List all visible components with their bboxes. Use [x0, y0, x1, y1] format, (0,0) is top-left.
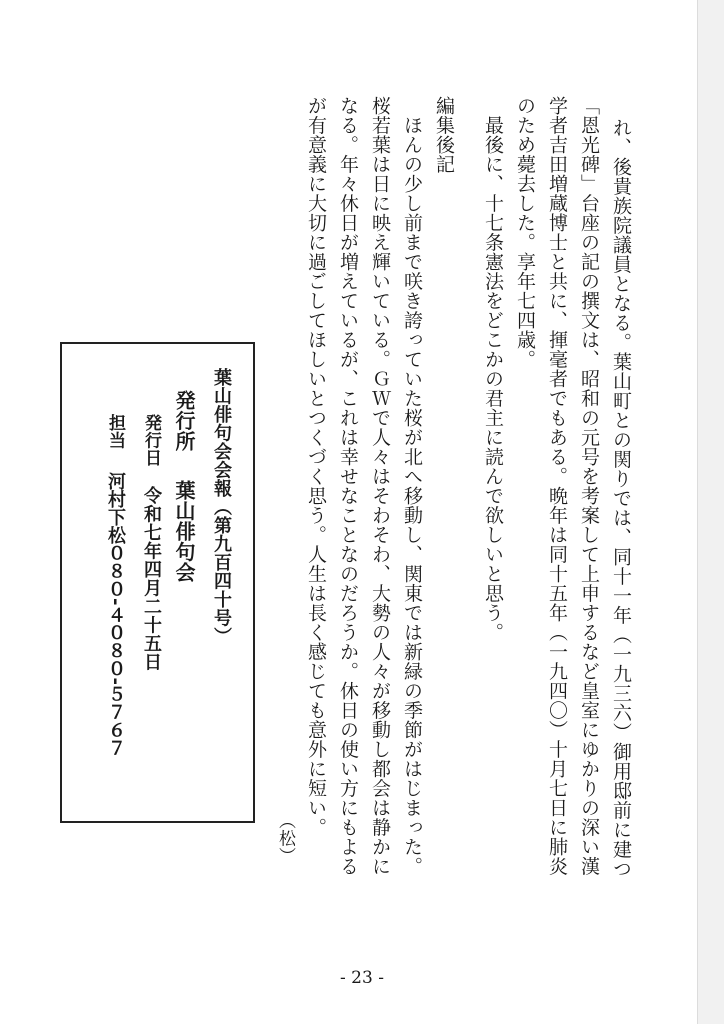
article-line-4: のため薨去した。享年七四歳。	[514, 96, 536, 369]
postscript-line-2: 桜若葉は日に映え輝いている。ＧＷで人々はそわそわ、大勢の人々が移動し都会は静かに	[369, 96, 391, 876]
colophon-box	[60, 342, 255, 823]
contact-label: 担当	[105, 414, 125, 449]
article-line-5: 最後に、十七条憲法をどこかの君主に読んで欲しいと思う。	[482, 96, 504, 642]
article-line-2: 「恩光碑」台座の記の撰文は、昭和の元号を考案して上申するなど皇室にゆかりの深い漢	[578, 96, 600, 876]
contact-info: 河村下松０８０-４０８０-５７６７	[105, 472, 126, 757]
article-line-3: 学者吉田増蔵博士と共に、揮毫者でもある。晩年は同十五年（一九四〇）十月七日に肺炎	[546, 96, 568, 876]
postscript-line-3: なる。年々休日が増えているが、これは幸せなことなのだろうか。休日の使い方にもよる	[337, 96, 359, 876]
page-number: - 23 -	[340, 968, 384, 988]
issue-date-label: 発行日	[141, 414, 161, 467]
page-edge	[697, 0, 724, 1024]
colophon-title: 葉山俳句会会報（第九百四十号）	[211, 368, 232, 646]
issue-date: 令和七年四月二十五日	[141, 486, 162, 671]
article-line-1: れ、後貴族院議員となる。葉山町との関りでは、同十一年（一九三六）御用邸前に建つ	[610, 118, 632, 879]
postscript-line-4: が有意義に大切に過ごしてほしいとつくづく思う。人生は長く感じても意外に短い。	[305, 96, 327, 837]
postscript-heading: 編集後記	[433, 96, 455, 174]
postscript-signature: （松）	[275, 812, 295, 865]
postscript-line-1: ほんの少し前まで咲き誇っていた桜が北へ移動し、関東では新緑の季節がはじまった。	[401, 96, 423, 876]
publisher-label: 発行所	[172, 390, 196, 452]
publisher-name: 葉山俳句会	[172, 480, 196, 583]
